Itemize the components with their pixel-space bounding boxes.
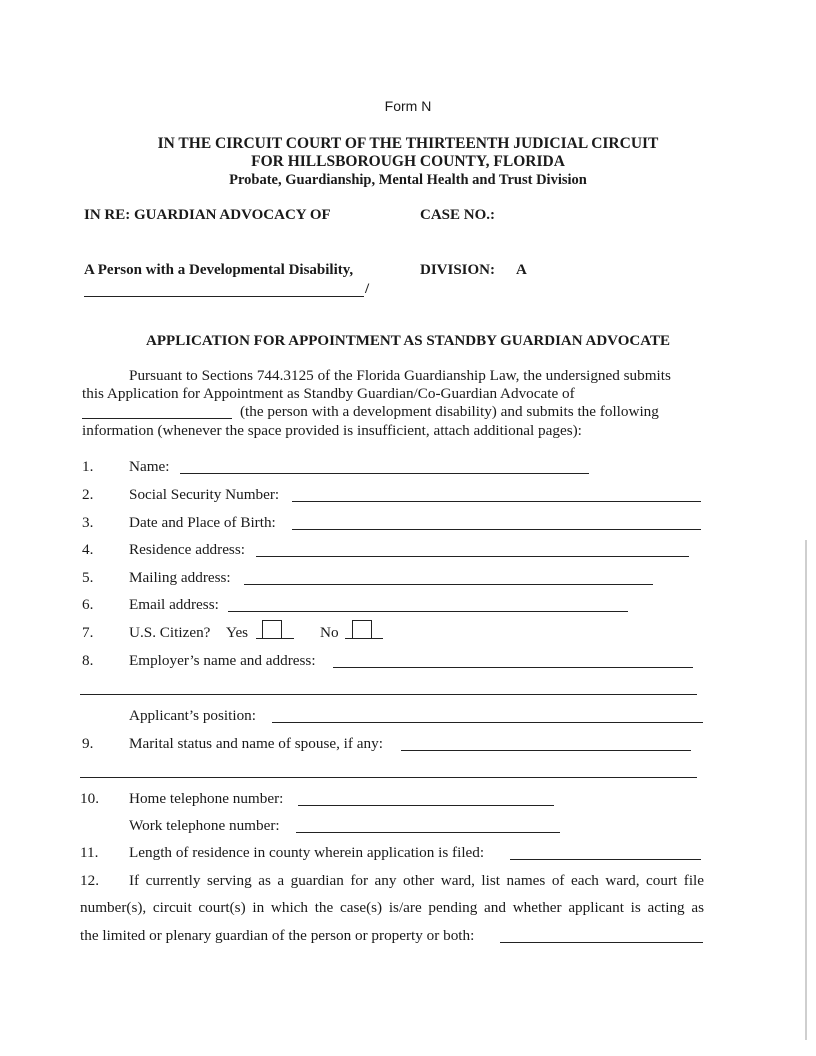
court-division: Probate, Guardianship, Mental Health and Trust Division bbox=[229, 172, 587, 188]
citizen-yes-label: Yes bbox=[226, 624, 249, 641]
ssn-field[interactable] bbox=[292, 501, 701, 502]
intro-line-1: Pursuant to Sections 744.3125 of the Florida Guardianship Law, the undersigned submits bbox=[129, 367, 671, 384]
residence-length-label: Length of residence in county wherein application is filed: bbox=[129, 844, 485, 861]
division-label: DIVISION: bbox=[420, 262, 496, 278]
home-phone-field[interactable] bbox=[298, 805, 554, 806]
citizen-label: U.S. Citizen? bbox=[129, 624, 211, 641]
intro-line-4: information (whenever the space provided is insufficient, attach additional pages): bbox=[82, 422, 582, 439]
mailing-label: Mailing address: bbox=[129, 569, 231, 586]
ward-name-line[interactable] bbox=[84, 296, 364, 297]
work-phone-label: Work telephone number: bbox=[129, 817, 280, 834]
guardian-line-1: If currently serving as a guardian for any other ward, list names of each ward, court file bbox=[129, 872, 704, 889]
item-number: 11. bbox=[80, 844, 99, 861]
guardian-field[interactable] bbox=[500, 942, 703, 943]
employer-field-continued[interactable] bbox=[80, 694, 697, 695]
marital-field[interactable] bbox=[401, 750, 691, 751]
guardian-line-2: number(s), circuit court(s) in which the case(s) is/are pending and whether applicant is acting as bbox=[80, 899, 704, 916]
item-number: 4. bbox=[82, 541, 94, 558]
dob-field[interactable] bbox=[292, 529, 701, 530]
residence-label: Residence address: bbox=[129, 541, 245, 558]
court-line-1: IN THE CIRCUIT COURT OF THE THIRTEENTH JUDICIAL CIRCUIT bbox=[157, 135, 659, 152]
item-number: 5. bbox=[82, 569, 94, 586]
form-label: Form N bbox=[384, 98, 432, 114]
employer-label: Employer’s name and address: bbox=[129, 652, 316, 669]
item-number: 2. bbox=[82, 486, 94, 503]
item-number: 10. bbox=[80, 790, 99, 807]
position-field[interactable] bbox=[272, 722, 703, 723]
court-line-2: FOR HILLSBOROUGH COUNTY, FLORIDA bbox=[251, 153, 565, 170]
name-label: Name: bbox=[129, 458, 170, 475]
application-title: APPLICATION FOR APPOINTMENT AS STANDBY GUARDIAN ADVOCATE bbox=[146, 333, 670, 349]
residence-field[interactable] bbox=[256, 556, 689, 557]
employer-field[interactable] bbox=[333, 667, 693, 668]
citizen-yes-checkbox[interactable] bbox=[262, 620, 282, 639]
home-phone-label: Home telephone number: bbox=[129, 790, 284, 807]
ssn-label: Social Security Number: bbox=[129, 486, 280, 503]
division-value: A bbox=[516, 262, 527, 278]
item-number: 1. bbox=[82, 458, 94, 475]
mailing-field[interactable] bbox=[244, 584, 653, 585]
scan-edge bbox=[805, 540, 807, 1040]
intro-line-2: this Application for Appointment as Standby Guardian/Co-Guardian Advocate of bbox=[82, 385, 575, 402]
dob-label: Date and Place of Birth: bbox=[129, 514, 276, 531]
position-label: Applicant’s position: bbox=[129, 707, 256, 724]
intro-line-3: (the person with a development disability) and submits the following bbox=[240, 403, 659, 420]
item-number: 8. bbox=[82, 652, 94, 669]
residence-length-field[interactable] bbox=[510, 859, 701, 860]
name-field[interactable] bbox=[180, 473, 589, 474]
disability-label: A Person with a Developmental Disability, bbox=[84, 262, 354, 278]
in-re-label: IN RE: GUARDIAN ADVOCACY OF bbox=[84, 207, 331, 223]
marital-field-continued[interactable] bbox=[80, 777, 697, 778]
case-number-label: CASE NO.: bbox=[420, 207, 496, 223]
guardian-line-3: the limited or plenary guardian of the person or property or both: bbox=[80, 927, 475, 944]
email-label: Email address: bbox=[129, 596, 219, 613]
person-name-line[interactable] bbox=[82, 418, 232, 419]
marital-label: Marital status and name of spouse, if any: bbox=[129, 735, 383, 752]
item-number: 3. bbox=[82, 514, 94, 531]
work-phone-field[interactable] bbox=[296, 832, 560, 833]
item-number: 12. bbox=[80, 872, 99, 889]
item-number: 6. bbox=[82, 596, 94, 613]
email-field[interactable] bbox=[228, 611, 628, 612]
item-number: 7. bbox=[82, 624, 94, 641]
citizen-no-checkbox[interactable] bbox=[352, 620, 372, 639]
caption-slash: / bbox=[365, 281, 370, 297]
citizen-no-label: No bbox=[320, 624, 339, 641]
item-number: 9. bbox=[82, 735, 94, 752]
